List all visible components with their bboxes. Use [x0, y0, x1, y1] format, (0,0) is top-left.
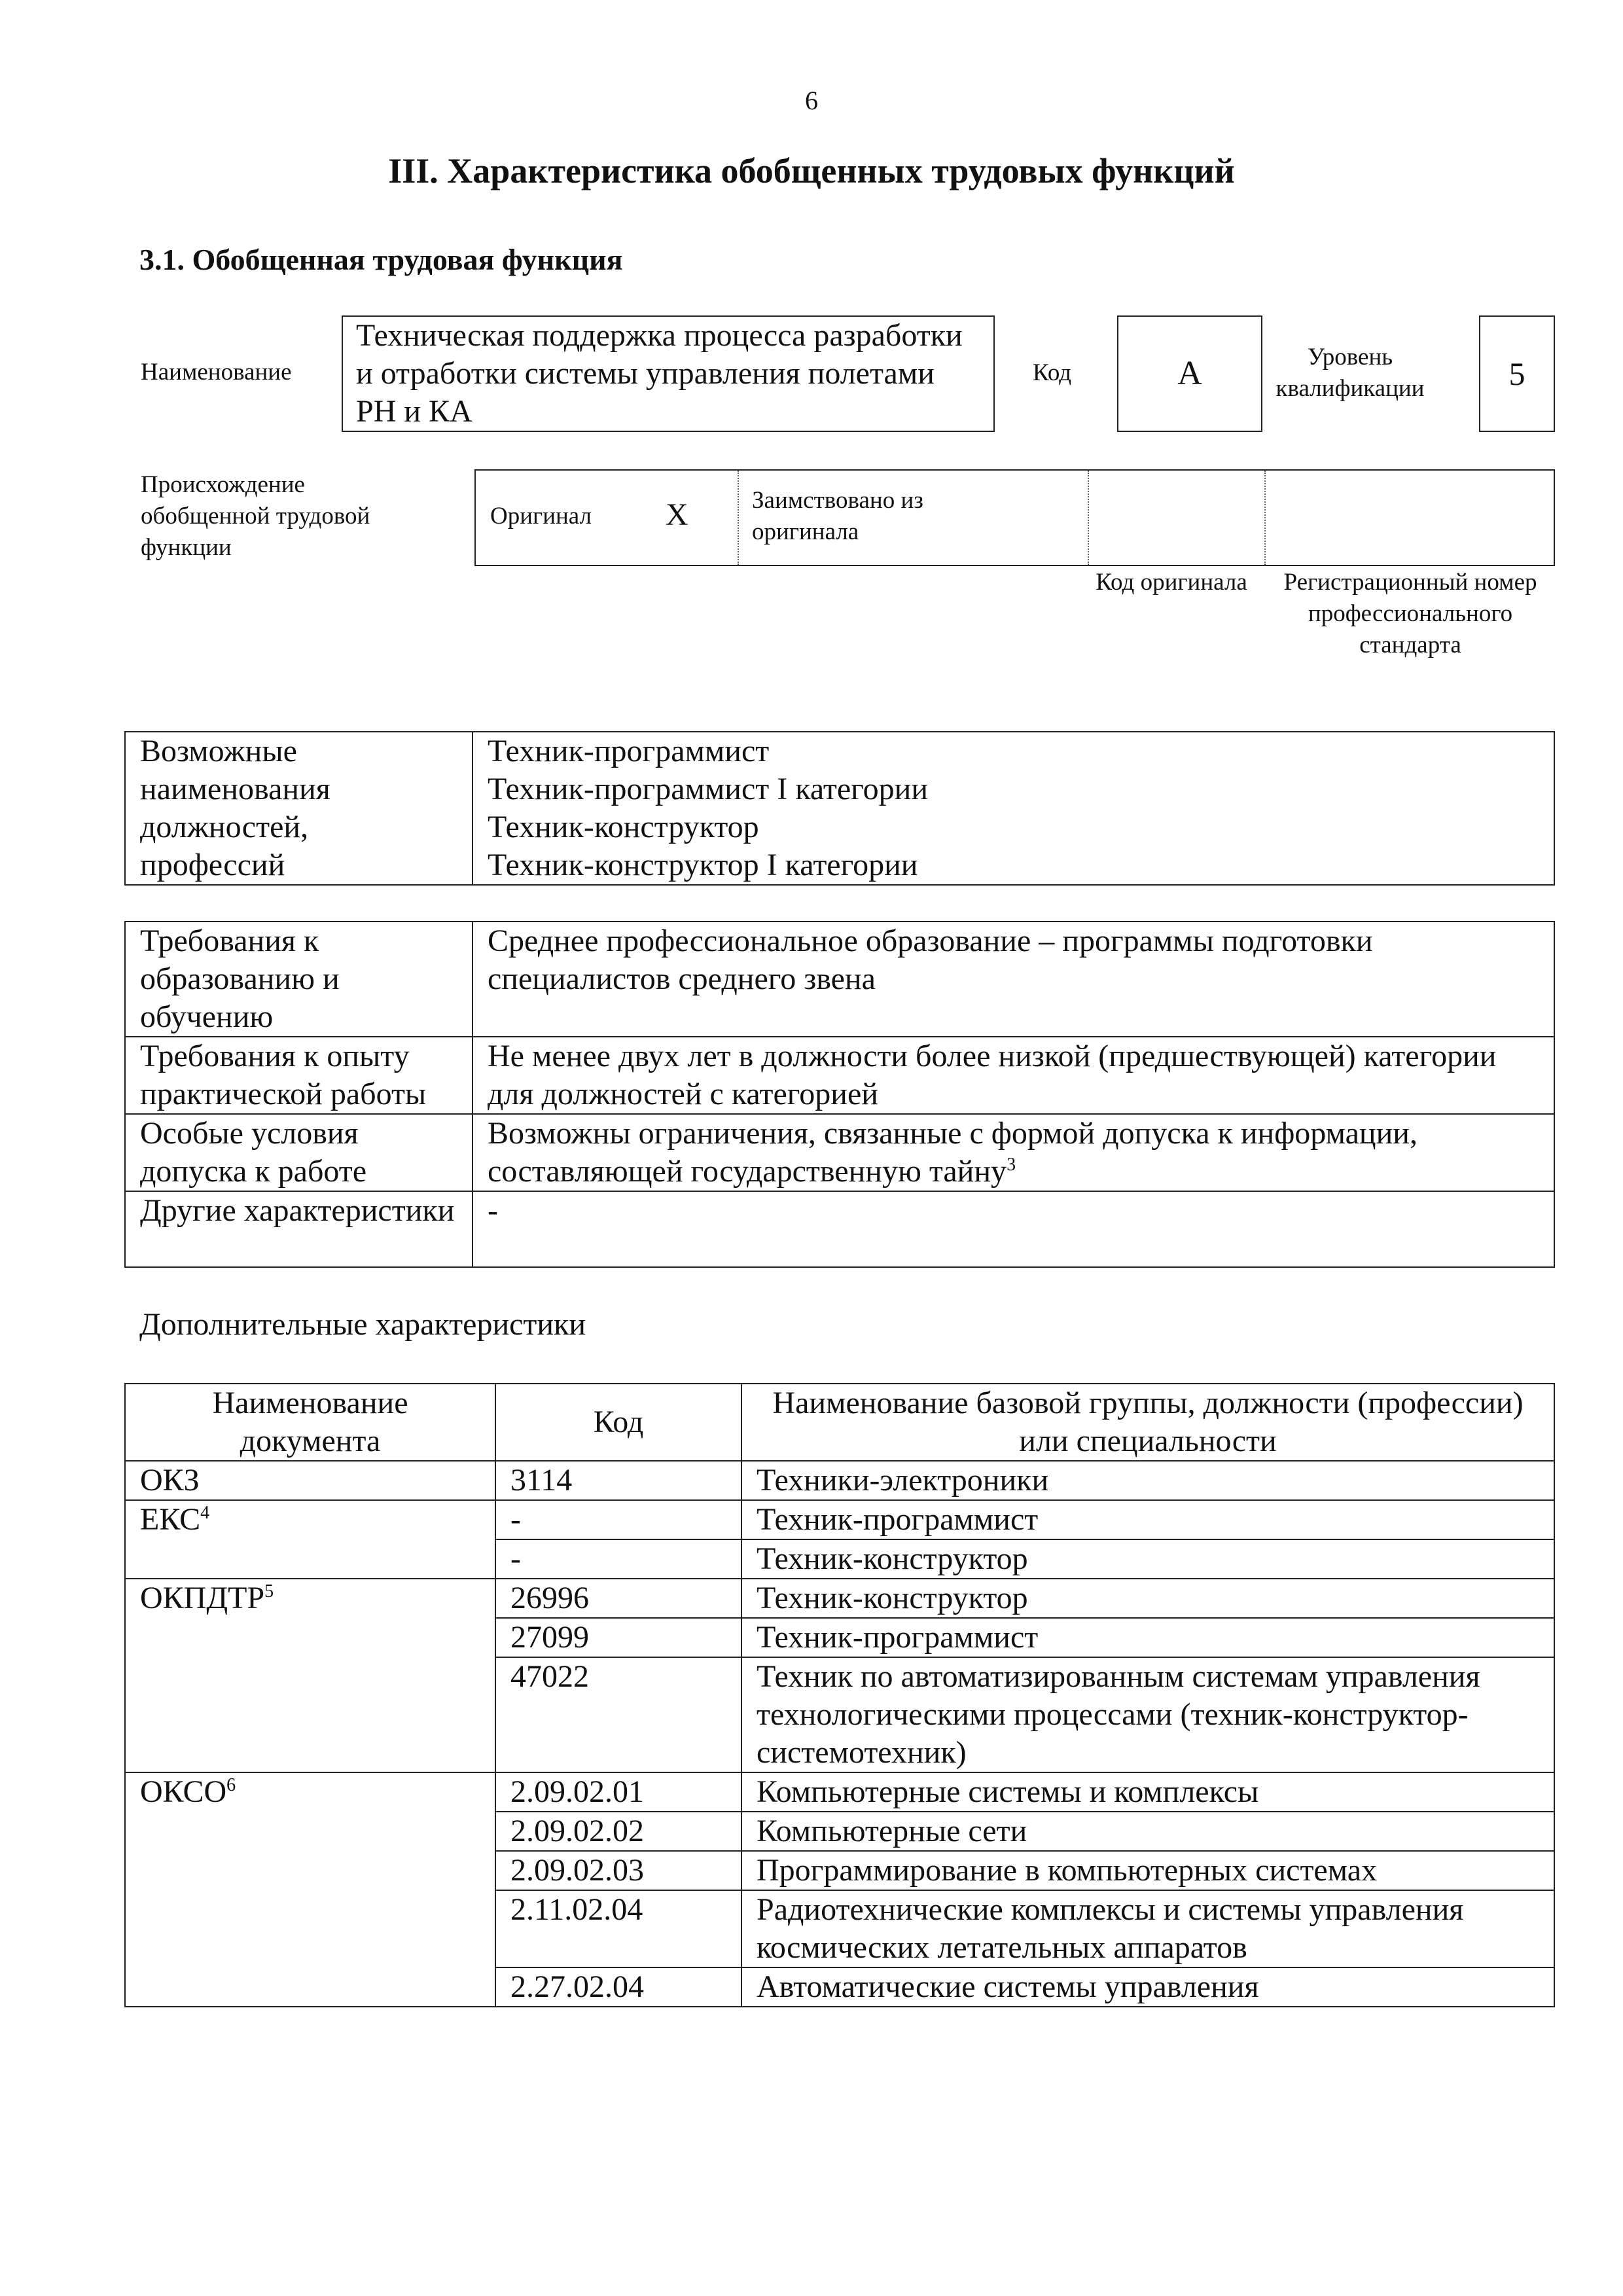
level-value: 5: [1508, 355, 1525, 392]
code-cell: 27099: [495, 1618, 741, 1657]
name-cell: Радиотехнические комплексы и системы управления космических летательных аппаратов: [741, 1890, 1554, 1967]
footnote-marker: 4: [200, 1503, 210, 1523]
code-cell: 2.27.02.04: [495, 1967, 741, 2007]
origin-label: Происхождение обобщенной трудовой функции: [141, 471, 370, 561]
name-cell: Автоматические системы управления: [741, 1967, 1554, 2007]
code-box: [1117, 315, 1262, 432]
table-row: [125, 1461, 1554, 1500]
table-row: [125, 1539, 1554, 1579]
position-item: Техник-конструктор: [488, 810, 759, 844]
doc-cell: ЕКС$^4$: [125, 1500, 495, 1539]
table-row: [125, 1967, 1554, 2007]
requirement-label: Требования к образованию и обучению: [125, 922, 473, 1037]
footnote-marker: 3: [1007, 1155, 1016, 1175]
requirement-label: Другие характеристики: [125, 1191, 473, 1267]
doc-cell: ОКСО$^6$: [125, 1772, 495, 1812]
origin-box: [474, 469, 1555, 566]
subsection-title: 3.1. Обобщенная трудовая функция: [139, 243, 623, 276]
code-cell: 47022: [495, 1657, 741, 1772]
positions-table: [124, 731, 1555, 886]
additional-table: [124, 1383, 1555, 2007]
doc-cell-empty: [125, 1618, 495, 1657]
table-row: [125, 1500, 1554, 1539]
name-cell: Техник по автоматизированным системам управления технологическими процессами (техник-конструктор-системотехник): [741, 1657, 1554, 1772]
code-original-caption: Код оригинала: [1096, 569, 1247, 596]
function-name-box: [342, 315, 995, 432]
requirement-value: Среднее профессиональное образование – программы подготовки специалистов среднего звена: [473, 922, 1554, 1037]
footnote-marker: 5: [264, 1581, 274, 1602]
level-box: [1479, 315, 1555, 432]
doc-cell-empty: [125, 1657, 495, 1772]
position-item: Техник-программист I категории: [488, 772, 929, 806]
name-cell: Техник-программист: [741, 1500, 1554, 1539]
origin-borrowed-cell: [738, 471, 1089, 565]
name-cell: Компьютерные сети: [741, 1812, 1554, 1851]
requirement-value-text: Возможны ограничения, связанные с формой допуска к информации, составляющей государственную тайну: [488, 1116, 1418, 1189]
doc-cell-empty: [125, 1967, 495, 2007]
table-row: [125, 1657, 1554, 1772]
origin-code-cell: [1088, 471, 1266, 565]
code-cell: 2.09.02.03: [495, 1851, 741, 1890]
name-cell: Техник-программист: [741, 1618, 1554, 1657]
doc-cell-empty: [125, 1890, 495, 1967]
requirement-value: [473, 1114, 1554, 1191]
name-cell: Техники-электроники: [741, 1461, 1554, 1500]
code-cell: 2.09.02.01: [495, 1772, 741, 1812]
code-cell: 2.09.02.02: [495, 1812, 741, 1851]
doc-cell-empty: [125, 1539, 495, 1579]
table-row: [125, 1772, 1554, 1812]
doc-cell-empty: [125, 1812, 495, 1851]
table-row: [125, 1579, 1554, 1618]
requirement-value: -: [473, 1191, 1554, 1267]
code-label: Код: [1033, 359, 1072, 386]
code-cell: 3114: [495, 1461, 741, 1500]
additional-title: Дополнительные характеристики: [139, 1307, 586, 1342]
doc-cell-empty: [125, 1851, 495, 1890]
function-name-value: Техническая поддержка процесса разработки и отработки системы управления полетами РН и КА: [356, 318, 963, 429]
name-label: Наименование: [141, 359, 292, 386]
requirement-value: Не менее двух лет в должности более низкой (предшествующей) категории для должностей с категорией: [473, 1037, 1554, 1114]
position-item: Техник-программист: [488, 734, 770, 768]
borrowed-label: Заимствовано из оригинала: [752, 487, 923, 545]
name-cell: Техник-конструктор: [741, 1539, 1554, 1579]
original-mark: X: [666, 497, 688, 532]
position-item: Техник-конструктор I категории: [488, 848, 918, 882]
positions-label: Возможные наименования должностей, профессий: [125, 732, 473, 885]
page-number: 6: [805, 86, 818, 115]
name-cell: Компьютерные системы и комплексы: [741, 1772, 1554, 1812]
requirement-label: Требования к опыту практической работы: [125, 1037, 473, 1114]
doc-cell: ОКПДТР$^5$: [125, 1579, 495, 1618]
section-title: III. Характеристика обобщенных трудовых функций: [388, 151, 1235, 190]
level-label: Уровень квалификации: [1275, 344, 1425, 402]
code-cell: 2.11.02.04: [495, 1890, 741, 1967]
table-row: [125, 1890, 1554, 1967]
requirement-label: Особые условия допуска к работе: [125, 1114, 473, 1191]
table-row: [125, 1618, 1554, 1657]
header-code: Код: [495, 1384, 741, 1461]
code-value: A: [1177, 355, 1202, 392]
reg-number-caption: Регистрационный номер профессионального стандарта: [1283, 569, 1537, 658]
original-label: Оригинал: [490, 503, 592, 529]
code-cell: -: [495, 1500, 741, 1539]
name-cell: Техник-конструктор: [741, 1579, 1554, 1618]
requirements-table: [124, 921, 1555, 1268]
positions-list: [473, 732, 1554, 885]
header-name: Наименование базовой группы, должности (профессии) или специальности: [741, 1384, 1554, 1461]
name-cell: Программирование в компьютерных системах: [741, 1851, 1554, 1890]
doc-cell: ОКЗ: [125, 1461, 495, 1500]
header-doc: Наименование документа: [125, 1384, 495, 1461]
footnote-marker: 6: [226, 1775, 236, 1795]
origin-original-cell: [476, 471, 739, 565]
table-row: [125, 1851, 1554, 1890]
table-row: [125, 1812, 1554, 1851]
code-cell: 26996: [495, 1579, 741, 1618]
code-cell: -: [495, 1539, 741, 1579]
